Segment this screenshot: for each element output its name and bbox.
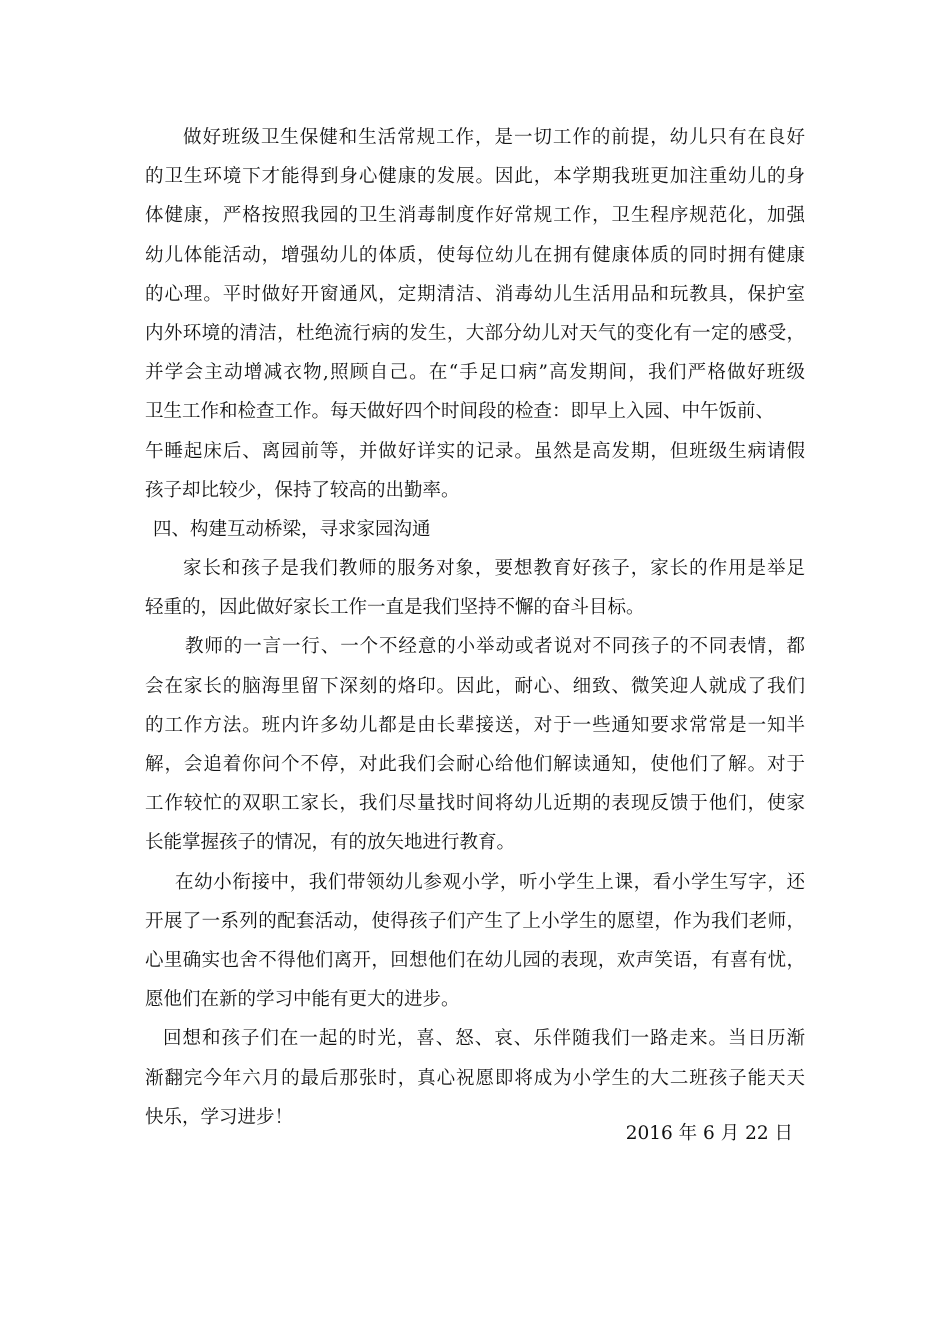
- text-line: 开展了一系列的配套活动，使得孩子们产生了上小学生的愿望，作为我们老师，: [145, 910, 805, 932]
- text-line: 解，会追着你问个不停，对此我们会耐心给他们解读通知，使他们了解。对于: [145, 754, 805, 775]
- text-line: 快乐，学习进步！: [145, 1106, 294, 1128]
- text-line: 午睡起床后、离园前等，并做好详实的记录。虽然是高发期，但班级生病请假: [145, 440, 805, 462]
- text-line: 轻重的，因此做好家长工作一直是我们坚持不懈的奋斗目标。: [145, 597, 645, 619]
- text-line: 孩子却比较少，保持了较高的出勤率。: [145, 479, 460, 501]
- text-line: 的工作方法。班内许多幼儿都是由长辈接送，对于一些通知要求常常是一知半: [145, 714, 805, 736]
- document-date: 2016 年 6 月 22 日: [625, 1123, 793, 1144]
- text-line: 教师的一言一行、一个不经意的小举动或者说对不同孩子的不同表情，都: [185, 636, 805, 658]
- text-line: 的心理。平时做好开窗通风，定期清洁、消毒幼儿生活用品和玩教具，保护室: [145, 283, 805, 305]
- text-line: 体健康，严格按照我园的卫生消毒制度作好常规工作，卫生程序规范化，加强: [145, 205, 805, 227]
- text-line: 内外环境的清洁，杜绝流行病的发生，大部分幼儿对天气的变化有一定的感受，: [145, 322, 805, 344]
- text-line: 家长和孩子是我们教师的服务对象，要想教育好孩子，家长的作用是举足: [183, 558, 805, 580]
- document-body: [145, 118, 805, 1137]
- text-line: 在幼小衔接中，我们带领幼儿参观小学，听小学生上课，看小学生写字，还: [175, 871, 805, 893]
- text-line: 并学会主动增减衣物,照顾自己。在“手足口病”高发期间，我们严格做好班级: [145, 362, 805, 384]
- text-line: 工作较忙的双职工家长，我们尽量找时间将幼儿近期的表现反馈于他们，使家: [145, 793, 805, 815]
- paragraph-transition: [145, 863, 805, 1020]
- section-heading: 四、构建互动桥梁，寻求家园沟通: [153, 518, 431, 540]
- text-line: 做好班级卫生保健和生活常规工作，是一切工作的前提，幼儿只有在良好: [183, 127, 805, 148]
- text-line: 卫生工作和检查工作。每天做好四个时间段的检查：即早上入园、中午饭前、: [145, 401, 775, 423]
- text-line: 愿他们在新的学习中能有更大的进步。: [145, 989, 460, 1011]
- text-line: 幼儿体能活动，增强幼儿的体质，使每位幼儿在拥有健康体质的同时拥有健康: [145, 244, 805, 266]
- text-line: 回想和孩子们在一起的时光，喜、怒、哀、乐伴随我们一路走来。当日历渐: [163, 1028, 805, 1050]
- paragraph-parents-intro: [145, 549, 805, 627]
- text-line: 长能掌握孩子的情况，有的放矢地进行教育。: [145, 832, 516, 854]
- text-line: 的卫生环境下才能得到身心健康的发展。因此，本学期我班更加注重幼儿的身: [145, 166, 805, 188]
- text-line: 心里确实也舍不得他们离开，回想他们在幼儿园的表现，欢声笑语，有喜有忧，: [145, 949, 805, 971]
- paragraph-hygiene: [145, 118, 805, 510]
- paragraph-teacher-conduct: [145, 627, 805, 862]
- text-line: 渐翻完今年六月的最后那张时，真心祝愿即将成为小学生的大二班孩子能天天: [145, 1067, 805, 1089]
- text-line: 会在家长的脑海里留下深刻的烙印。因此，耐心、细致、微笑迎人就成了我们: [145, 675, 805, 697]
